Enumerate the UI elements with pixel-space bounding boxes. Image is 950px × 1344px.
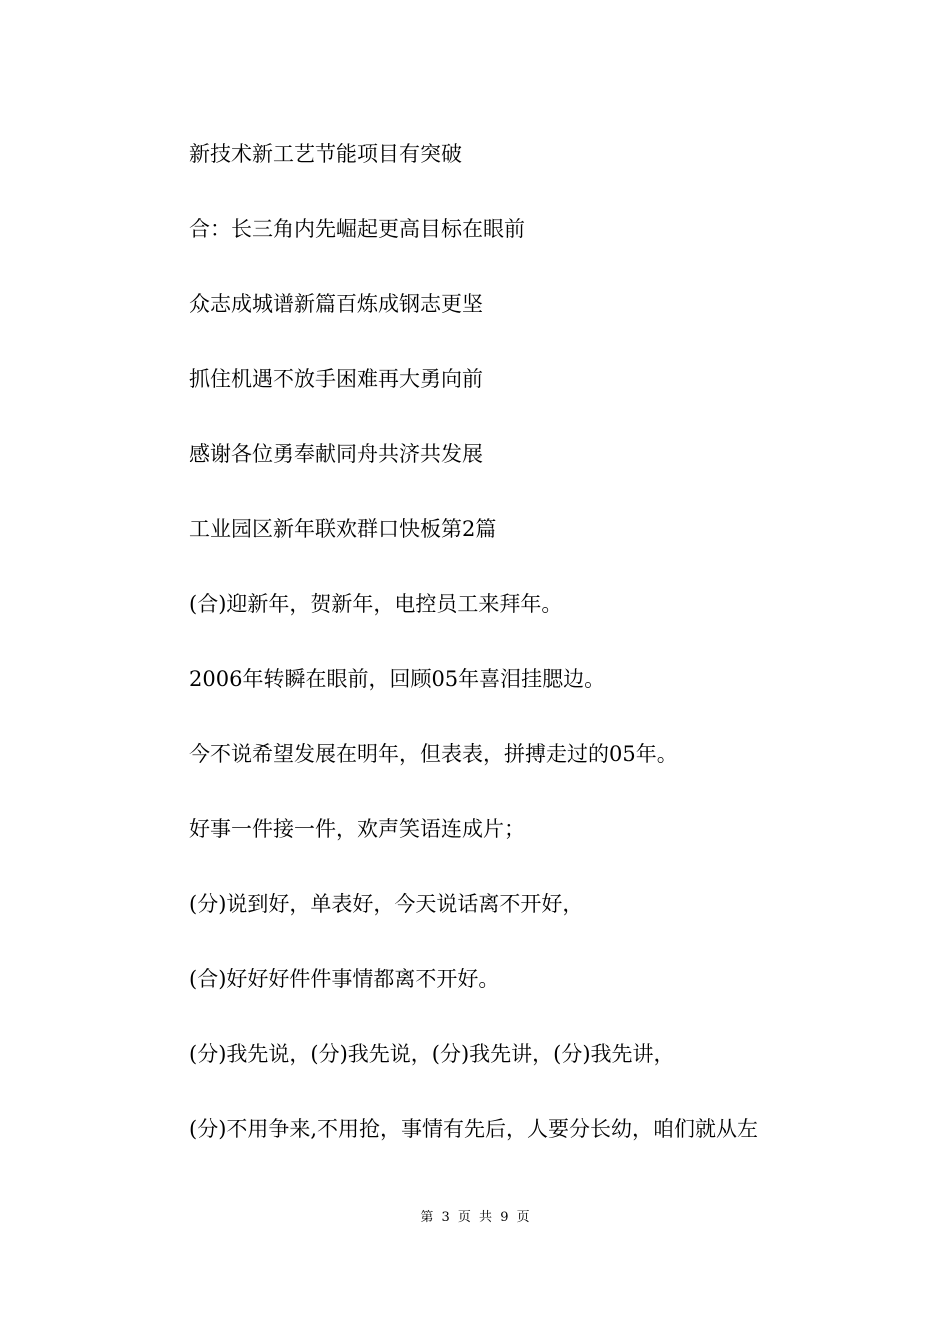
text-line: 众志成城谱新篇百炼成钢志更坚 bbox=[189, 292, 483, 316]
text-line: 感谢各位勇奉献同舟共济共发展 bbox=[189, 442, 483, 466]
text-line: 抓住机遇不放手困难再大勇向前 bbox=[189, 367, 483, 391]
text-line: (分)我先说，(分)我先说，(分)我先讲，(分)我先讲， bbox=[189, 1042, 675, 1066]
text-line: 好事一件接一件，欢声笑语连成片； bbox=[189, 817, 525, 841]
text-line: (分)不用争来,不用抢，事情有先后，人要分长幼，咱们就从左 bbox=[189, 1117, 759, 1141]
text-line: 今不说希望发展在明年，但表表，拼搏走过的05年。 bbox=[189, 742, 678, 766]
text-line: (合)迎新年，贺新年，电控员工来拜年。 bbox=[189, 592, 563, 616]
document-body bbox=[189, 136, 829, 1186]
section-title: 工业园区新年联欢群口快板第2篇 bbox=[189, 517, 497, 541]
text-line: (合)好好好件件事情都离不开好。 bbox=[189, 967, 500, 991]
text-line: 新技术新工艺节能项目有突破 bbox=[189, 142, 462, 166]
text-line: 2006年转瞬在眼前，回顾05年喜泪挂腮边。 bbox=[189, 667, 606, 691]
page-footer bbox=[0, 1208, 950, 1228]
page-number-label: 第 3 页 共 9 页 bbox=[420, 1210, 530, 1225]
text-line: (分)说到好，单表好，今天说话离不开好， bbox=[189, 892, 584, 916]
text-line: 合：长三角内先崛起更高目标在眼前 bbox=[189, 217, 525, 241]
